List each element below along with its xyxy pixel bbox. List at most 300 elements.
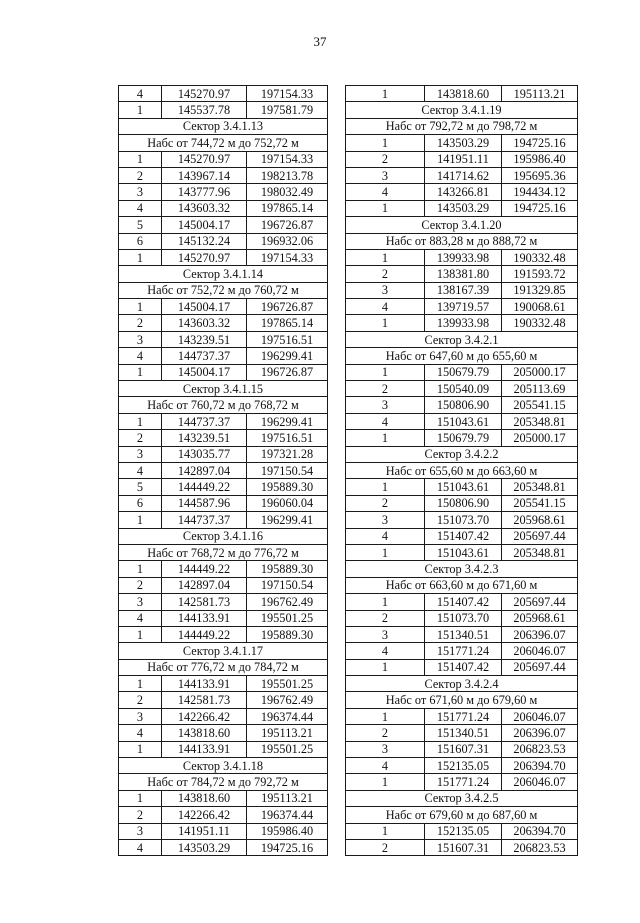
x-coordinate-cell: 143603.32 <box>162 200 247 216</box>
table-row <box>119 102 328 118</box>
y-coordinate-cell: 205000.17 <box>502 430 578 446</box>
table-row <box>119 151 328 167</box>
table-row <box>346 430 578 446</box>
y-coordinate-cell: 195501.25 <box>247 676 328 692</box>
table-row <box>119 823 328 839</box>
x-coordinate-cell: 143603.32 <box>162 315 247 331</box>
point-number-cell: 2 <box>346 495 425 511</box>
x-coordinate-cell: 145004.17 <box>162 299 247 315</box>
x-coordinate-cell: 142581.73 <box>162 594 247 610</box>
sector-title: Сектор 3.4.2.5 <box>346 790 578 806</box>
x-coordinate-cell: 144133.91 <box>162 676 247 692</box>
sector-title-row <box>346 676 578 692</box>
y-coordinate-cell: 197865.14 <box>247 200 328 216</box>
table-row <box>119 725 328 741</box>
x-coordinate-cell: 143035.77 <box>162 446 247 462</box>
table-row <box>346 594 578 610</box>
table-row <box>346 249 578 265</box>
table-row <box>346 643 578 659</box>
x-coordinate-cell: 143818.60 <box>162 725 247 741</box>
table-row <box>119 462 328 478</box>
table-row <box>119 348 328 364</box>
point-number-cell: 1 <box>119 790 162 806</box>
point-number-cell: 1 <box>346 594 425 610</box>
sector-range: Набс от 744,72 м до 752,72 м <box>119 135 328 151</box>
table-row <box>119 217 328 233</box>
y-coordinate-cell: 194725.16 <box>502 200 578 216</box>
sector-range: Набс от 647,60 м до 655,60 м <box>346 348 578 364</box>
sector-title: Сектор 3.4.1.18 <box>119 758 328 774</box>
y-coordinate-cell: 195695.36 <box>502 167 578 183</box>
y-coordinate-cell: 195113.21 <box>247 790 328 806</box>
y-coordinate-cell: 205541.15 <box>502 397 578 413</box>
x-coordinate-cell: 151607.31 <box>425 741 502 757</box>
point-number-cell: 2 <box>346 266 425 282</box>
sector-title-row <box>346 217 578 233</box>
table-row <box>346 610 578 626</box>
table-row <box>346 364 578 380</box>
x-coordinate-cell: 151043.61 <box>425 413 502 429</box>
sector-title-row <box>119 266 328 282</box>
x-coordinate-cell: 144133.91 <box>162 741 247 757</box>
sector-title-row <box>346 790 578 806</box>
x-coordinate-cell: 144737.37 <box>162 512 247 528</box>
x-coordinate-cell: 152135.05 <box>425 823 502 839</box>
y-coordinate-cell: 205541.15 <box>502 495 578 511</box>
sector-range-row <box>346 233 578 249</box>
y-coordinate-cell: 205697.44 <box>502 528 578 544</box>
point-number-cell: 3 <box>346 512 425 528</box>
point-number-cell: 1 <box>346 823 425 839</box>
x-coordinate-cell: 151771.24 <box>425 774 502 790</box>
table-row <box>119 594 328 610</box>
sector-title-row <box>119 118 328 134</box>
y-coordinate-cell: 196726.87 <box>247 217 328 233</box>
sector-title: Сектор 3.4.2.2 <box>346 446 578 462</box>
x-coordinate-cell: 143967.14 <box>162 167 247 183</box>
point-number-cell: 1 <box>346 200 425 216</box>
point-number-cell: 1 <box>119 413 162 429</box>
y-coordinate-cell: 206394.70 <box>502 823 578 839</box>
point-number-cell: 1 <box>346 86 425 102</box>
point-number-cell: 3 <box>346 397 425 413</box>
sector-range-row <box>346 807 578 823</box>
point-number-cell: 1 <box>346 430 425 446</box>
y-coordinate-cell: 191593.72 <box>502 266 578 282</box>
table-row <box>346 381 578 397</box>
point-number-cell: 4 <box>119 725 162 741</box>
x-coordinate-cell: 150679.79 <box>425 430 502 446</box>
point-number-cell: 1 <box>119 741 162 757</box>
sector-range: Набс от 655,60 м до 663,60 м <box>346 462 578 478</box>
point-number-cell: 6 <box>119 233 162 249</box>
y-coordinate-cell: 205697.44 <box>502 594 578 610</box>
sector-range: Набс от 752,72 м до 760,72 м <box>119 282 328 298</box>
table-row <box>119 708 328 724</box>
table-row <box>119 430 328 446</box>
table-row <box>346 725 578 741</box>
point-number-cell: 4 <box>346 528 425 544</box>
table-row <box>119 495 328 511</box>
point-number-cell: 4 <box>119 462 162 478</box>
table-row <box>346 774 578 790</box>
table-row <box>346 397 578 413</box>
sector-range: Набс от 671,60 м до 679,60 м <box>346 692 578 708</box>
x-coordinate-cell: 145132.24 <box>162 233 247 249</box>
x-coordinate-cell: 145270.97 <box>162 86 247 102</box>
table-row <box>346 512 578 528</box>
point-number-cell: 4 <box>119 348 162 364</box>
point-number-cell: 1 <box>346 364 425 380</box>
sector-title-row <box>119 643 328 659</box>
x-coordinate-cell: 151407.42 <box>425 659 502 675</box>
table-row <box>119 233 328 249</box>
table-row <box>119 692 328 708</box>
table-row <box>119 315 328 331</box>
y-coordinate-cell: 194725.16 <box>502 135 578 151</box>
point-number-cell: 1 <box>346 659 425 675</box>
point-number-cell: 4 <box>346 643 425 659</box>
table-row <box>119 200 328 216</box>
x-coordinate-cell: 143818.60 <box>425 86 502 102</box>
point-number-cell: 3 <box>119 331 162 347</box>
sector-range-row <box>119 544 328 560</box>
y-coordinate-cell: 197154.33 <box>247 151 328 167</box>
x-coordinate-cell: 151607.31 <box>425 839 502 855</box>
y-coordinate-cell: 196374.44 <box>247 807 328 823</box>
x-coordinate-cell: 144133.91 <box>162 610 247 626</box>
x-coordinate-cell: 151407.42 <box>425 594 502 610</box>
sector-title-row <box>346 331 578 347</box>
y-coordinate-cell: 197321.28 <box>247 446 328 462</box>
x-coordinate-cell: 139933.98 <box>425 315 502 331</box>
x-coordinate-cell: 141951.11 <box>425 151 502 167</box>
x-coordinate-cell: 144449.22 <box>162 561 247 577</box>
point-number-cell: 2 <box>346 839 425 855</box>
y-coordinate-cell: 206823.53 <box>502 839 578 855</box>
y-coordinate-cell: 205968.61 <box>502 610 578 626</box>
x-coordinate-cell: 145270.97 <box>162 151 247 167</box>
sector-range: Набс от 679,60 м до 687,60 м <box>346 807 578 823</box>
sector-title: Сектор 3.4.2.4 <box>346 676 578 692</box>
sector-range-row <box>346 692 578 708</box>
table-row <box>346 151 578 167</box>
x-coordinate-cell: 142581.73 <box>162 692 247 708</box>
y-coordinate-cell: 206046.07 <box>502 643 578 659</box>
sector-range-row <box>119 282 328 298</box>
x-coordinate-cell: 143503.29 <box>425 200 502 216</box>
point-number-cell: 4 <box>119 610 162 626</box>
x-coordinate-cell: 151407.42 <box>425 528 502 544</box>
y-coordinate-cell: 197516.51 <box>247 331 328 347</box>
sector-range-row <box>119 397 328 413</box>
y-coordinate-cell: 205000.17 <box>502 364 578 380</box>
point-number-cell: 1 <box>346 544 425 560</box>
y-coordinate-cell: 195501.25 <box>247 610 328 626</box>
x-coordinate-cell: 142897.04 <box>162 462 247 478</box>
table-row <box>346 315 578 331</box>
x-coordinate-cell: 144449.22 <box>162 479 247 495</box>
table-row <box>346 299 578 315</box>
table-row <box>346 200 578 216</box>
y-coordinate-cell: 195889.30 <box>247 561 328 577</box>
table-row <box>346 839 578 855</box>
sector-title: Сектор 3.4.1.19 <box>346 102 578 118</box>
y-coordinate-cell: 197865.14 <box>247 315 328 331</box>
x-coordinate-cell: 145537.78 <box>162 102 247 118</box>
table-row <box>119 86 328 102</box>
table-row <box>346 135 578 151</box>
y-coordinate-cell: 190068.61 <box>502 299 578 315</box>
sector-range: Набс от 776,72 м до 784,72 м <box>119 659 328 675</box>
x-coordinate-cell: 151073.70 <box>425 512 502 528</box>
point-number-cell: 3 <box>119 823 162 839</box>
table-row <box>119 512 328 528</box>
x-coordinate-cell: 143777.96 <box>162 184 247 200</box>
y-coordinate-cell: 196932.06 <box>247 233 328 249</box>
point-number-cell: 4 <box>346 299 425 315</box>
sector-title-row <box>346 446 578 462</box>
point-number-cell: 3 <box>346 626 425 642</box>
x-coordinate-cell: 139719.57 <box>425 299 502 315</box>
point-number-cell: 3 <box>346 167 425 183</box>
point-number-cell: 6 <box>119 495 162 511</box>
sector-range-row <box>346 462 578 478</box>
y-coordinate-cell: 190332.48 <box>502 249 578 265</box>
x-coordinate-cell: 145270.97 <box>162 249 247 265</box>
table-row <box>346 266 578 282</box>
table-row <box>346 626 578 642</box>
sector-title: Сектор 3.4.1.16 <box>119 528 328 544</box>
point-number-cell: 1 <box>346 315 425 331</box>
point-number-cell: 2 <box>119 167 162 183</box>
y-coordinate-cell: 196762.49 <box>247 594 328 610</box>
table-row <box>119 479 328 495</box>
table-row <box>119 676 328 692</box>
point-number-cell: 3 <box>346 282 425 298</box>
point-number-cell: 4 <box>346 413 425 429</box>
table-row <box>346 495 578 511</box>
y-coordinate-cell: 205697.44 <box>502 659 578 675</box>
table-row <box>119 413 328 429</box>
x-coordinate-cell: 150679.79 <box>425 364 502 380</box>
point-number-cell: 2 <box>346 151 425 167</box>
x-coordinate-cell: 142897.04 <box>162 577 247 593</box>
sector-title: Сектор 3.4.1.14 <box>119 266 328 282</box>
table-row <box>119 364 328 380</box>
y-coordinate-cell: 194725.16 <box>247 839 328 855</box>
table-row <box>346 823 578 839</box>
y-coordinate-cell: 198032.49 <box>247 184 328 200</box>
x-coordinate-cell: 143266.81 <box>425 184 502 200</box>
sector-range: Набс от 663,60 м до 671,60 м <box>346 577 578 593</box>
y-coordinate-cell: 197150.54 <box>247 462 328 478</box>
y-coordinate-cell: 195889.30 <box>247 626 328 642</box>
point-number-cell: 1 <box>119 561 162 577</box>
x-coordinate-cell: 151340.51 <box>425 725 502 741</box>
y-coordinate-cell: 195889.30 <box>247 479 328 495</box>
coordinates-table-right <box>345 85 578 856</box>
x-coordinate-cell: 151043.61 <box>425 479 502 495</box>
y-coordinate-cell: 196299.41 <box>247 413 328 429</box>
point-number-cell: 4 <box>119 86 162 102</box>
point-number-cell: 1 <box>346 774 425 790</box>
point-number-cell: 4 <box>119 200 162 216</box>
y-coordinate-cell: 195986.40 <box>247 823 328 839</box>
table-row <box>346 413 578 429</box>
point-number-cell: 4 <box>119 839 162 855</box>
coordinates-table-left <box>118 85 328 856</box>
point-number-cell: 1 <box>346 479 425 495</box>
x-coordinate-cell: 151073.70 <box>425 610 502 626</box>
sector-title-row <box>346 102 578 118</box>
point-number-cell: 1 <box>119 249 162 265</box>
x-coordinate-cell: 144587.96 <box>162 495 247 511</box>
point-number-cell: 3 <box>119 708 162 724</box>
table-row <box>346 544 578 560</box>
x-coordinate-cell: 150806.90 <box>425 397 502 413</box>
sector-range-row <box>346 118 578 134</box>
table-row <box>119 807 328 823</box>
x-coordinate-cell: 151340.51 <box>425 626 502 642</box>
y-coordinate-cell: 205348.81 <box>502 544 578 560</box>
x-coordinate-cell: 139933.98 <box>425 249 502 265</box>
table-row <box>346 741 578 757</box>
y-coordinate-cell: 206046.07 <box>502 774 578 790</box>
point-number-cell: 2 <box>119 807 162 823</box>
point-number-cell: 1 <box>119 102 162 118</box>
point-number-cell: 3 <box>119 594 162 610</box>
point-number-cell: 3 <box>346 741 425 757</box>
point-number-cell: 2 <box>119 692 162 708</box>
y-coordinate-cell: 197154.33 <box>247 249 328 265</box>
table-row <box>119 839 328 855</box>
table-row <box>119 331 328 347</box>
table-row <box>119 790 328 806</box>
point-number-cell: 5 <box>119 479 162 495</box>
point-number-cell: 1 <box>119 626 162 642</box>
x-coordinate-cell: 151771.24 <box>425 643 502 659</box>
y-coordinate-cell: 197516.51 <box>247 430 328 446</box>
point-number-cell: 2 <box>119 315 162 331</box>
y-coordinate-cell: 195501.25 <box>247 741 328 757</box>
point-number-cell: 5 <box>119 217 162 233</box>
y-coordinate-cell: 205348.81 <box>502 413 578 429</box>
sector-range-row <box>119 659 328 675</box>
point-number-cell: 3 <box>119 446 162 462</box>
table-row <box>119 561 328 577</box>
x-coordinate-cell: 150806.90 <box>425 495 502 511</box>
table-row <box>119 610 328 626</box>
y-coordinate-cell: 198213.78 <box>247 167 328 183</box>
point-number-cell: 2 <box>346 610 425 626</box>
y-coordinate-cell: 191329.85 <box>502 282 578 298</box>
point-number-cell: 1 <box>119 512 162 528</box>
point-number-cell: 1 <box>346 708 425 724</box>
point-number-cell: 2 <box>119 577 162 593</box>
point-number-cell: 2 <box>346 725 425 741</box>
sector-range-row <box>119 774 328 790</box>
sector-title-row <box>119 528 328 544</box>
x-coordinate-cell: 145004.17 <box>162 217 247 233</box>
table-row <box>346 708 578 724</box>
x-coordinate-cell: 143239.51 <box>162 331 247 347</box>
y-coordinate-cell: 206396.07 <box>502 725 578 741</box>
table-row <box>119 577 328 593</box>
y-coordinate-cell: 197150.54 <box>247 577 328 593</box>
y-coordinate-cell: 205348.81 <box>502 479 578 495</box>
table-row <box>119 626 328 642</box>
point-number-cell: 4 <box>346 758 425 774</box>
table-row <box>119 184 328 200</box>
sector-range: Набс от 883,28 м до 888,72 м <box>346 233 578 249</box>
x-coordinate-cell: 141714.62 <box>425 167 502 183</box>
sector-title: Сектор 3.4.1.13 <box>119 118 328 134</box>
point-number-cell: 1 <box>119 364 162 380</box>
table-row <box>346 528 578 544</box>
sector-range: Набс от 760,72 м до 768,72 м <box>119 397 328 413</box>
x-coordinate-cell: 150540.09 <box>425 381 502 397</box>
point-number-cell: 3 <box>119 184 162 200</box>
y-coordinate-cell: 195113.21 <box>502 86 578 102</box>
table-row <box>119 249 328 265</box>
x-coordinate-cell: 142266.42 <box>162 807 247 823</box>
sector-title: Сектор 3.4.1.20 <box>346 217 578 233</box>
x-coordinate-cell: 143503.29 <box>162 839 247 855</box>
x-coordinate-cell: 144449.22 <box>162 626 247 642</box>
table-row <box>346 167 578 183</box>
y-coordinate-cell: 196060.04 <box>247 495 328 511</box>
x-coordinate-cell: 151771.24 <box>425 708 502 724</box>
y-coordinate-cell: 206396.07 <box>502 626 578 642</box>
sector-range-row <box>119 135 328 151</box>
sector-title: Сектор 3.4.1.15 <box>119 381 328 397</box>
x-coordinate-cell: 143818.60 <box>162 790 247 806</box>
point-number-cell: 4 <box>346 184 425 200</box>
y-coordinate-cell: 206823.53 <box>502 741 578 757</box>
x-coordinate-cell: 143239.51 <box>162 430 247 446</box>
page-number: 37 <box>313 34 327 49</box>
table-row <box>346 86 578 102</box>
y-coordinate-cell: 195113.21 <box>247 725 328 741</box>
table-row <box>346 479 578 495</box>
table-row <box>119 446 328 462</box>
x-coordinate-cell: 151043.61 <box>425 544 502 560</box>
point-number-cell: 2 <box>119 430 162 446</box>
point-number-cell: 1 <box>346 135 425 151</box>
y-coordinate-cell: 197581.79 <box>247 102 328 118</box>
x-coordinate-cell: 144737.37 <box>162 413 247 429</box>
sector-range-row <box>346 577 578 593</box>
y-coordinate-cell: 196726.87 <box>247 364 328 380</box>
y-coordinate-cell: 196374.44 <box>247 708 328 724</box>
y-coordinate-cell: 206394.70 <box>502 758 578 774</box>
table-row <box>119 741 328 757</box>
x-coordinate-cell: 144737.37 <box>162 348 247 364</box>
point-number-cell: 1 <box>119 299 162 315</box>
y-coordinate-cell: 197154.33 <box>247 86 328 102</box>
y-coordinate-cell: 205968.61 <box>502 512 578 528</box>
point-number-cell: 1 <box>346 249 425 265</box>
sector-title: Сектор 3.4.2.3 <box>346 561 578 577</box>
y-coordinate-cell: 190332.48 <box>502 315 578 331</box>
table-row <box>119 299 328 315</box>
sector-range: Набс от 768,72 м до 776,72 м <box>119 544 328 560</box>
x-coordinate-cell: 141951.11 <box>162 823 247 839</box>
table-row <box>346 282 578 298</box>
sector-title: Сектор 3.4.2.1 <box>346 331 578 347</box>
y-coordinate-cell: 194434.12 <box>502 184 578 200</box>
